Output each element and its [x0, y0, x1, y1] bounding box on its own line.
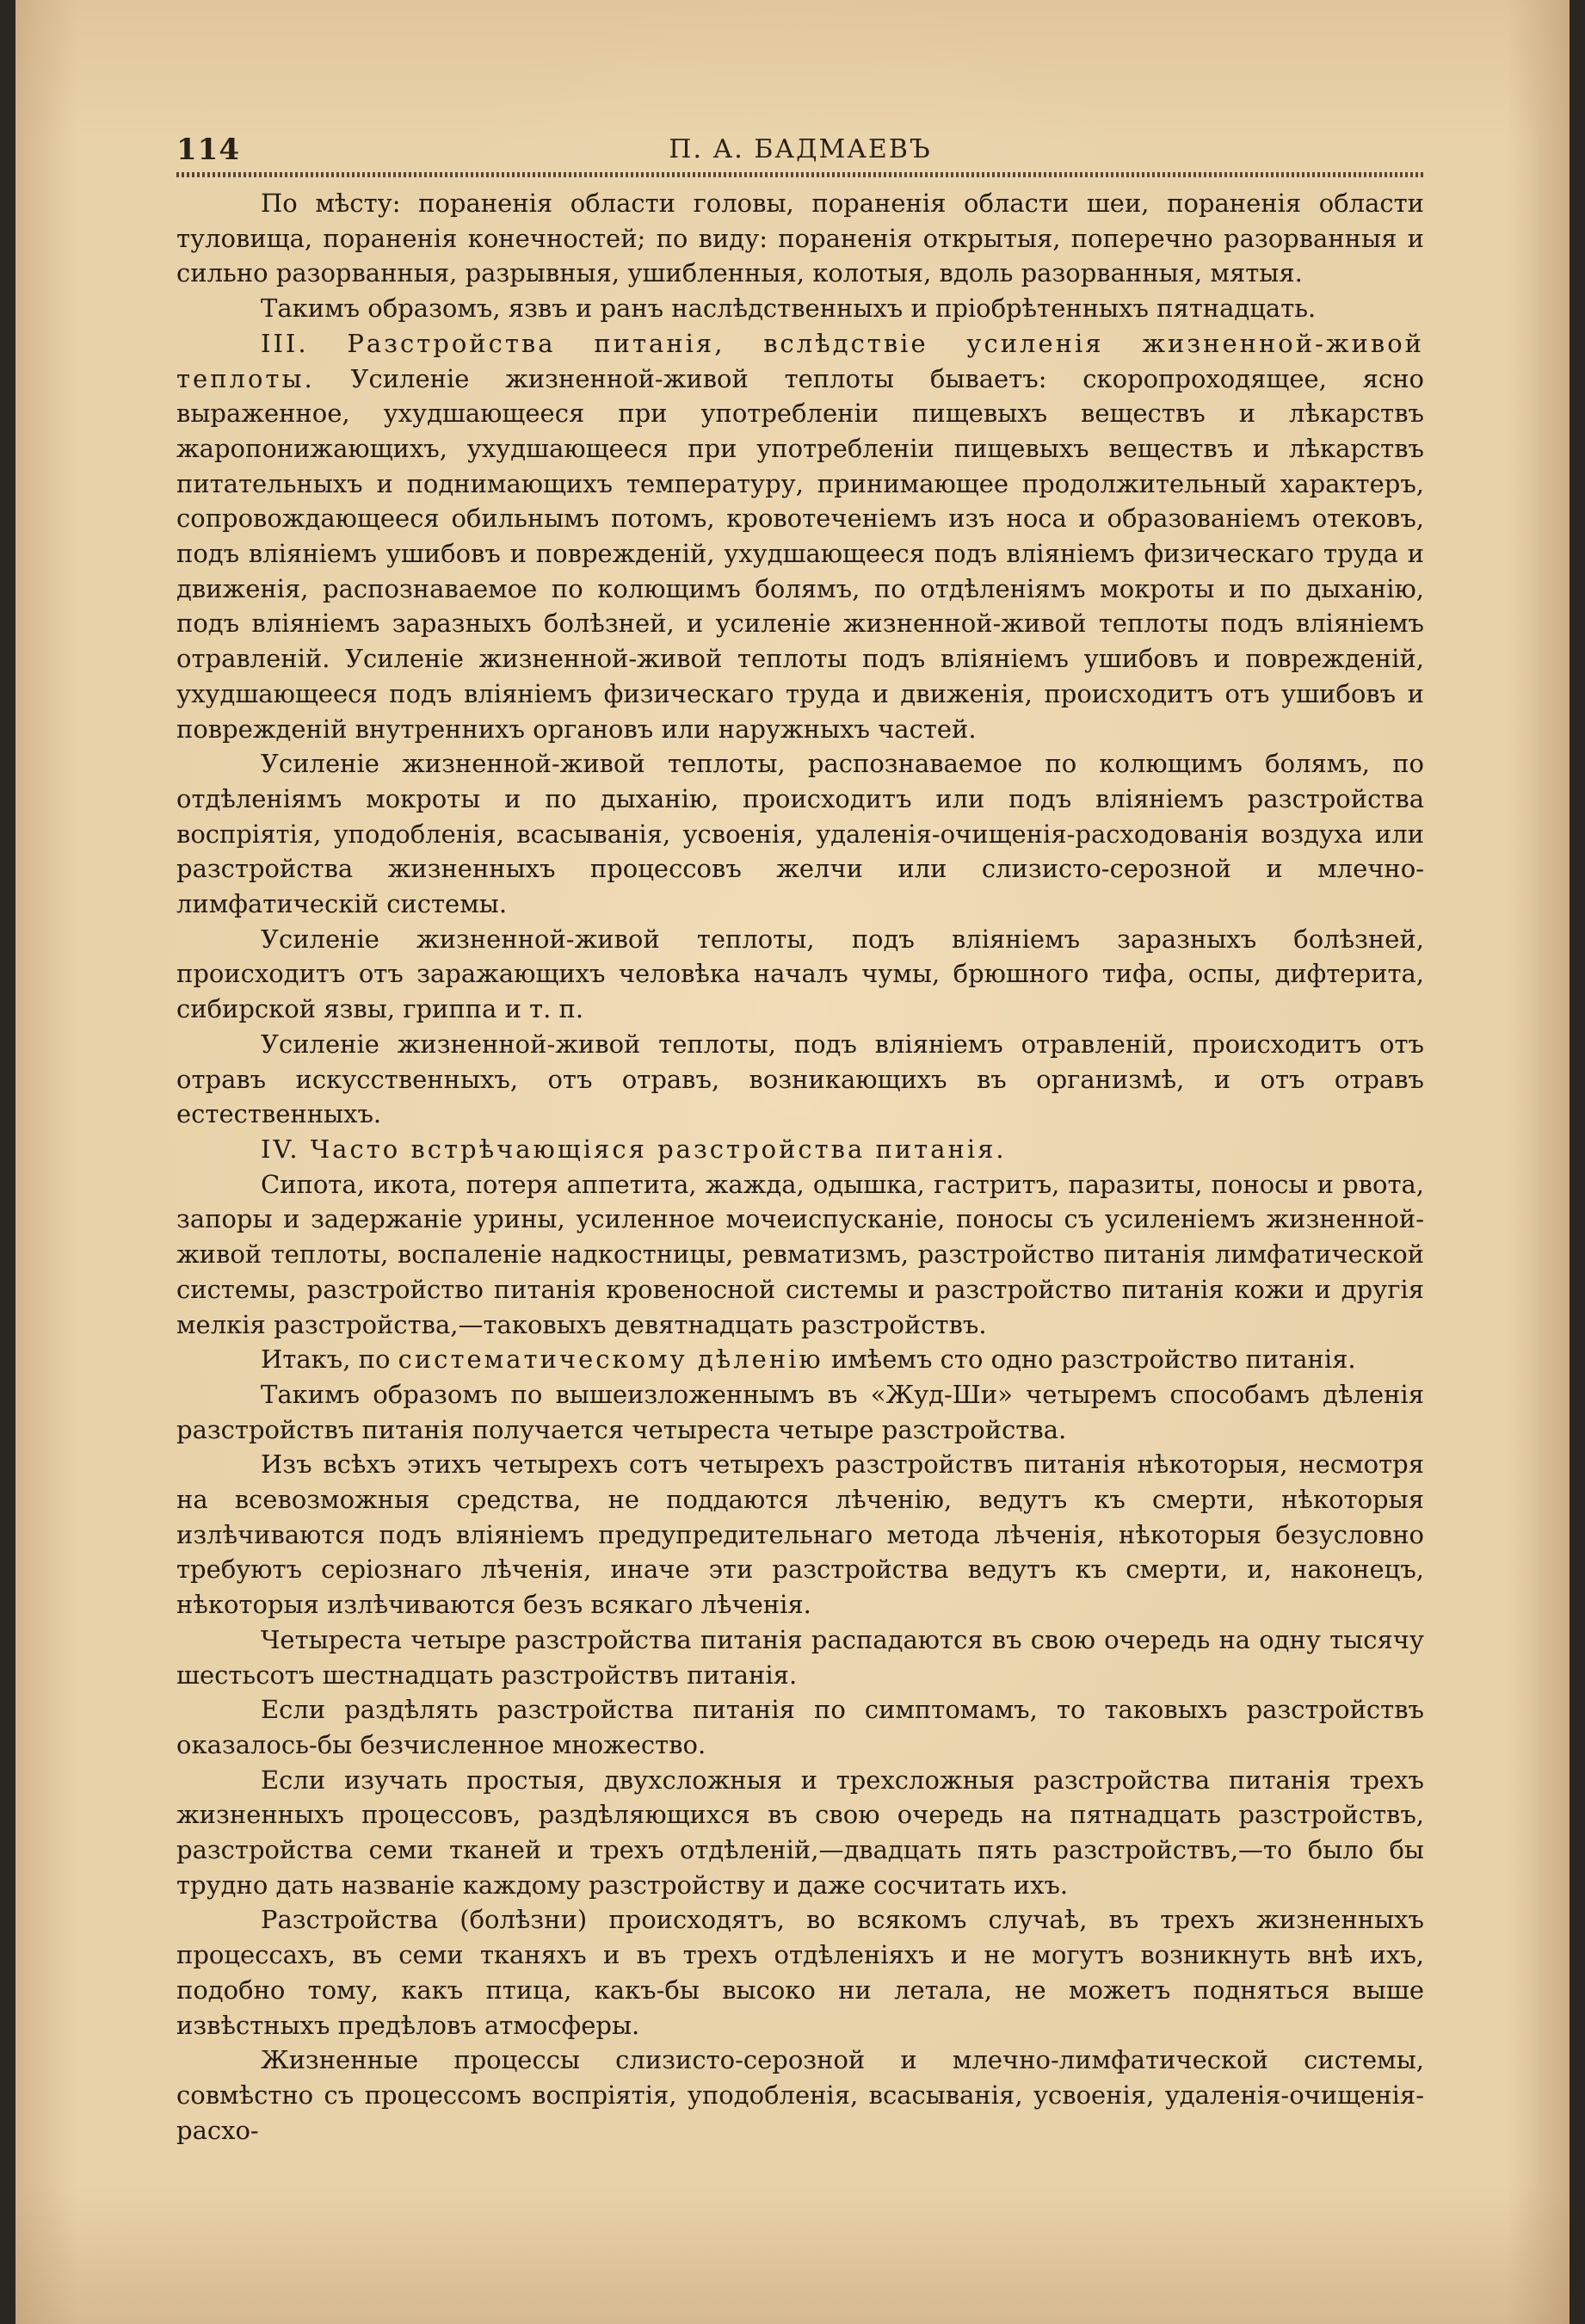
paragraph: Разстройства (болѣзни) происходятъ, во всякомъ случаѣ, въ трехъ жизненныхъ процессахъ, въ семи тканяхъ и въ трехъ отдѣленіяхъ и не могутъ возникнуть внѣ ихъ, подобно тому, какъ птица, какъ-бы высоко ни летала, не можетъ подняться выше извѣстныхъ предѣловъ атмосферы. [176, 1905, 1424, 2040]
body-text [176, 186, 1424, 2148]
paragraph: Если раздѣлять разстройства питанія по симптомамъ, то таковыхъ разстройствъ оказалось-бы безчисленное множество. [176, 1695, 1424, 1759]
page-number: 114 [176, 133, 240, 167]
paragraph: Четыреста четыре разстройства питанія распадаются въ свою очередь на одну тысячу шестьсотъ шестнадцать разстройствъ питанія. [176, 1624, 1424, 1690]
paragraph [176, 326, 1424, 746]
paragraph-text: Итакъ, по [261, 1344, 391, 1375]
page-header [176, 129, 1424, 172]
paragraph-text: имѣемъ сто одно разстройство питанія. [830, 1344, 1356, 1375]
paragraph: Сипота, икота, потеря аппетита, жажда, одышка, гастритъ, паразиты, поносы и рвота, запоры и задержаніе урины, усиленное мочеиспусканіе, поносы съ усиленіемъ жизненной-живой теплоты, воспаленіе надкостницы, ревматизмъ, разстройство питанія лимфатической системы, разстройство питанія кровеносной системы и разстройство питанія кожи и другія мелкія разстройства,—таковыхъ девятнадцать разстройствъ. [176, 1169, 1424, 1339]
paragraph [176, 1342, 1424, 1377]
paragraph: Усиленіе жизненной-живой теплоты, подъ вліяніемъ отравленій, происходитъ отъ отравъ искусственныхъ, отъ отравъ, возникающихъ въ организмѣ, и отъ отравъ естественныхъ. [176, 1029, 1424, 1129]
book-page [15, 0, 1570, 2324]
header-rule [176, 172, 1424, 177]
section-heading-4: IV. Часто встрѣчающіяся разстройства питанія. [261, 1134, 1007, 1164]
paragraph-text: Усиленіе жизненной-живой теплоты бываетъ: скоропроходящее, ясно выраженное, ухудшающееся при употребленіи пищевыхъ веществъ и лѣкарствъ жаропонижающихъ, ухудшающееся при употребленіи пищевыхъ веществъ и лѣкарствъ питательныхъ и поднимающихъ температуру, принимающее продолжительный характеръ, сопровождающееся обильнымъ потомъ, кровотеченіемъ изъ носа и образованіемъ отековъ, подъ вліяніемъ ушибовъ и поврежденій, ухудшающееся подъ вліяніемъ физическаго труда и движенія, распознаваемое по колющимъ болямъ, по отдѣленіямъ мокроты и по дыханію, подъ вліяніемъ заразныхъ болѣзней, и усиленіе жизненной-живой теплоты подъ вліяніемъ отравленій. Усиленіе жизненной-живой теплоты подъ вліяніемъ ушибовъ и поврежденій, ухудшающееся подъ вліяніемъ физическаго труда и движенія, происходитъ отъ ушибовъ и поврежденій внутреннихъ органовъ или наружныхъ частей. [176, 363, 1424, 744]
paragraph: Жизненные процессы слизисто-серозной и млечно-лимфатической системы, совмѣстно съ процессомъ воспріятія, уподобленія, всасыванія, усвоенія, удаленія-очищенія-расхо- [176, 2045, 1424, 2145]
emphasized-text: систематическому дѣленію [398, 1344, 823, 1375]
paragraph: Усиленіе жизненной-живой теплоты, распознаваемое по колющимъ болямъ, по отдѣленіямъ мокроты и по дыханію, происходитъ или подъ вліяніемъ разстройства воспріятія, уподобленія, всасыванія, усвоенія, удаленія-очищенія-расходованія воздуха или разстройства жизненныхъ процессовъ желчи или слизисто-серозной и млечно-лимфатическій системы. [176, 749, 1424, 919]
paragraph: Изъ всѣхъ этихъ четырехъ сотъ четырехъ разстройствъ питанія нѣкоторыя, несмотря на всевозможныя средства, не поддаются лѣченію, ведутъ къ смерти, нѣкоторыя излѣчиваются подъ вліяніемъ предупредительнаго метода лѣченія, нѣкоторыя безусловно требуютъ серіознаго лѣченія, иначе эти разстройства ведутъ къ смерти, и, наконецъ, нѣкоторыя излѣчиваются безъ всякаго лѣченія. [176, 1449, 1424, 1620]
paragraph: Усиленіе жизненной-живой теплоты, подъ вліяніемъ заразныхъ болѣзней, происходитъ отъ заражающихъ человѣка началъ чумы, брюшного тифа, оспы, дифтерита, сибирской язвы, гриппа и т. п. [176, 924, 1424, 1024]
running-head: П. А. БАДМАЕВЪ [669, 134, 932, 164]
paragraph: По мѣсту: пораненія области головы, пораненія области шеи, пораненія области туловища, пораненія конечностей; по виду: пораненія открытыя, поперечно разорванныя и сильно разорванныя, разрывныя, ушибленныя, колотыя, вдоль разорванныя, мятыя. [176, 189, 1424, 288]
paragraph: Если изучать простыя, двухсложныя и трехсложныя разстройства питанія трехъ жизненныхъ процессовъ, раздѣляющихся въ свою очередь на пятнадцать разстройствъ, разстройства семи тканей и трехъ отдѣленій,—двадцать пять разстройствъ,—то было бы трудно дать названіе каждому разстройству и даже сосчитать ихъ. [176, 1765, 1424, 1900]
section-heading-3: III. Разстройства питанія, вслѣдствіе усиленія жизненной-живой теплоты. [176, 328, 1424, 393]
paragraph: Такимъ образомъ по вышеизложеннымъ въ «Жуд-Ши» четыремъ способамъ дѣленія разстройствъ питанія получается четыреста четыре разстройства. [176, 1379, 1424, 1444]
paragraph: Такимъ образомъ, язвъ и ранъ наслѣдственныхъ и пріобрѣтенныхъ пятнадцать. [261, 294, 1317, 324]
